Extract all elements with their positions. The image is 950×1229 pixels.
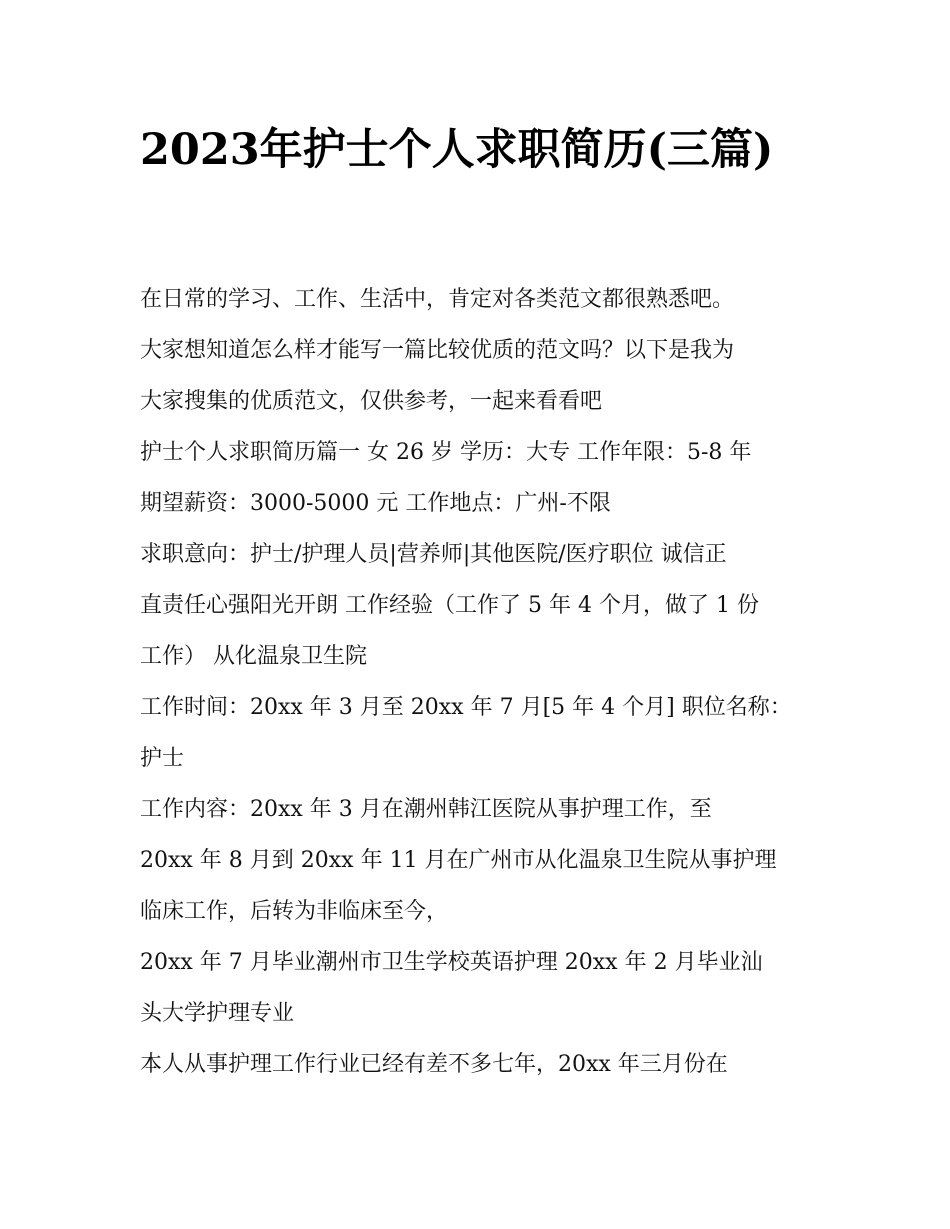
body-line: 20xx 年 7 月毕业潮州市卫生学校英语护理 20xx 年 2 月毕业汕 [140,950,763,975]
body-line: 护士 [140,746,185,771]
body-line: 20xx 年 8 月到 20xx 年 11 月在广州市从化温泉卫生院从事护理 [140,848,777,873]
document-title: 2023年护士个人求职简历(三篇) [140,125,774,175]
body-line: 本人从事护理工作行业已经有差不多七年，20xx 年三月份在 [140,1052,728,1077]
body-line: 头大学护理专业 [140,1001,295,1026]
body-line: 护士个人求职简历篇一 女 26 岁 学历：大专 工作年限：5-8 年 [140,440,752,465]
body-line: 大家想知道怎么样才能写一篇比较优质的范文吗？以下是我为 [140,338,735,363]
document-body [140,274,820,1090]
body-line: 大家搜集的优质范文，仅供参考，一起来看看吧 [140,389,603,414]
body-line: 工作） 从化温泉卫生院 [140,644,367,669]
body-line: 工作时间：20xx 年 3 月至 20xx 年 7 月[5 年 4 个月] 职位名称： [140,695,792,720]
body-line: 工作内容：20xx 年 3 月在潮州韩江医院从事护理工作，至 [140,797,712,822]
body-line: 期望薪资：3000-5000 元 工作地点：广州-不限 [140,491,611,516]
body-line: 临床工作，后转为非临床至今， [140,899,449,924]
body-line: 在日常的学习、工作、生活中，肯定对各类范文都很熟悉吧。 [140,287,735,312]
body-line: 直责任心强阳光开朗 工作经验（工作了 5 年 4 个月，做了 1 份 [140,593,759,618]
body-line: 求职意向：护士/护理人员|营养师|其他医院/医疗职位 诚信正 [140,542,727,567]
